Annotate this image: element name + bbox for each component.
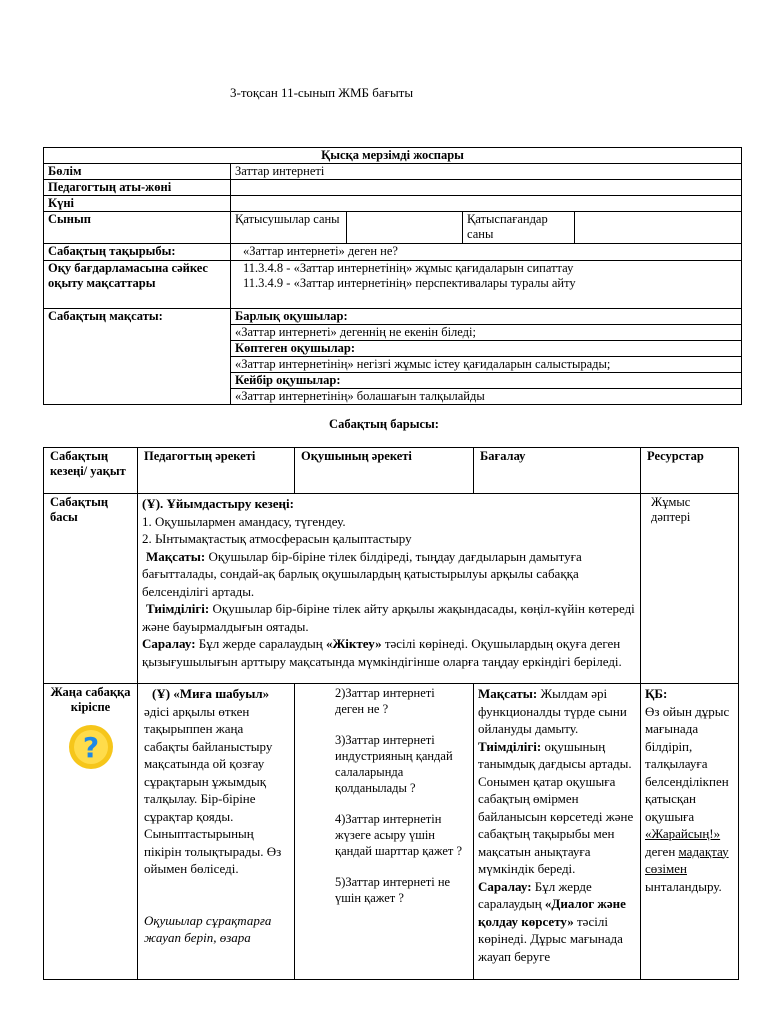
- some-students-text: «Заттар интернетінің» болашағын талқылайды: [231, 389, 742, 405]
- header-stage: Сабақтың кезеңі/ уақыт: [44, 448, 138, 494]
- date-value: [231, 196, 742, 212]
- topic-label: Сабақтың тақырыбы:: [44, 244, 231, 261]
- intro-stage: Жаңа сабаққа кіріспе ?: [44, 684, 138, 980]
- intro-student: [295, 684, 474, 980]
- kb-label: ҚБ:: [645, 686, 668, 701]
- start-stage: Сабақтың басы: [44, 494, 138, 684]
- header-assessment: Бағалау: [474, 448, 641, 494]
- header-teacher: Педагогтың әрекеті: [138, 448, 295, 494]
- progress-title: Сабақтың барысы:: [329, 417, 439, 431]
- start-purpose: Мақсаты: Оқушылар бір-біріне тілек білдіреді, тыңдау дағдыларын дамытуға бағытталады, сондай-ақ барлық оқушылардың қатыстырылуы арқылы сабаққа белсенділігі артады.: [142, 548, 582, 599]
- intro-differentiation: Саралау: Бұл жерде саралаудың «Диалог және қолдау көрсету» тәсілі көрінеді. Дұрыс мағынада жауап беруге: [478, 878, 626, 964]
- intro-method-text: әдісі арқылы өткен тақырыппен жаңа сабақты байланыстыру мақсатында ой қозғау сұрақтарын ұжымдық талқылау. Бір-біріне сұрақтар қояды. Сыныптастырының пікірін толықтырады. Өз ойымен бөліседі.: [144, 703, 282, 876]
- intro-purpose: Мақсаты: Жылдам әрі функционалды түрде сыни ойлануды дамыту.: [478, 686, 627, 736]
- teacher-value: [231, 180, 742, 196]
- absent-label: Қатыспағандар саны: [463, 212, 575, 244]
- topic-value: «Заттар интернеті» деген не?: [231, 244, 742, 261]
- document-title: 3-тоқсан 11-сынып ЖМБ бағыты: [230, 85, 414, 100]
- intro-assessment: [474, 684, 641, 980]
- start-item-2: 2. Ынтымақтастық атмосферасын қалыптастыру: [142, 531, 412, 546]
- question-3: 3)Заттар интернеті индустрияның қандай салаларында қолданылады ?: [335, 733, 453, 795]
- question-2: 2)Заттар интернеті деген не ?: [335, 686, 435, 716]
- start-resource: Жұмыс дәптері: [641, 494, 739, 684]
- absent-value: [575, 212, 742, 244]
- objectives-label: Оқу бағдарламасына сәйкес оқыту мақсаттары: [44, 261, 231, 309]
- goals-label: Сабақтың мақсаты:: [44, 309, 231, 405]
- class-label: Сынып: [44, 212, 231, 244]
- present-label: Қатысушылар саны: [231, 212, 347, 244]
- plan-table: [43, 147, 742, 405]
- section-value: Заттар интернеті: [231, 164, 742, 180]
- section-label: Бөлім: [44, 164, 231, 180]
- present-value: [347, 212, 463, 244]
- all-students-label: Барлық оқушылар:: [231, 309, 742, 325]
- plan-header: Қысқа мерзімді жоспары: [44, 148, 742, 164]
- all-students-text: «Заттар интернеті» дегеннің не екенін біледі;: [231, 325, 742, 341]
- intro-italic-text: Оқушылар сұрақтарға жауап беріп, өзара: [144, 912, 272, 945]
- question-5: 5)Заттар интернеті не үшін қажет ?: [335, 875, 451, 905]
- objective-1: 11.3.4.8 - «Заттар интернетінің» жұмыс қағидаларын сипаттау: [243, 261, 574, 275]
- start-content: [138, 494, 641, 684]
- header-student: Оқушының әрекеті: [295, 448, 474, 494]
- objective-2: 11.3.4.9 - «Заттар интернетінің» перспективалары туралы айту: [243, 276, 576, 290]
- question-icon: [67, 723, 115, 771]
- most-students-label: Көптеген оқушылар:: [231, 341, 742, 357]
- intro-effect: Тиімділігі: оқушының танымдық дағдысы артады. Сонымен қатар оқушыға сабақтың өмірмен байланысын көрсетеді және сабақтың тақырыбы мен мақсатын анықтауға мүмкіндік береді.: [478, 738, 634, 876]
- start-differentiation: Саралау: Бұл жерде саралаудың «Жіктеу» тәсілі көрінеді. Оқушылардың оқуға деген қызығушылығын арттыру мақсатында мүмкіндігінше оларға таңдау еркіндігі беріледі.: [142, 636, 622, 669]
- intro-teacher: [138, 684, 295, 980]
- start-item-1: 1. Оқушылармен амандасу, түгендеу.: [142, 513, 346, 529]
- objectives-value: [231, 261, 742, 309]
- intro-resources: [641, 684, 739, 980]
- intro-method-title: (Ұ) «Миға шабуыл»: [152, 686, 270, 701]
- question-4: 4)Заттар интернетін жүзеге асыру үшін қандай шарттар қажет ?: [335, 812, 463, 858]
- kb-text: Өз ойын дұрыс мағынада білдіріп, талқылауға белсенділікпен қатысқан оқушыға «Жарайсың!» деген мадақтау сөзімен ынталандыру.: [645, 703, 730, 894]
- lesson-table: [43, 447, 739, 980]
- start-title: (Ұ). Ұйымдастыру кезеңі:: [142, 496, 294, 511]
- header-resources: Ресурстар: [641, 448, 739, 494]
- most-students-text: «Заттар интернетінің» негізгі жұмыс істеу қағидаларын салыстырады;: [231, 357, 742, 373]
- some-students-label: Кейбір оқушылар:: [231, 373, 742, 389]
- question-icon-mark: ?: [82, 731, 99, 764]
- date-label: Күні: [44, 196, 231, 212]
- teacher-label: Педагогтың аты-жөні: [44, 180, 231, 196]
- start-effect: Тиімділігі: Оқушылар бір-біріне тілек айту арқылы жақындасады, көңіл-күйін көтереді және бауырмалдығын оятады.: [142, 601, 635, 634]
